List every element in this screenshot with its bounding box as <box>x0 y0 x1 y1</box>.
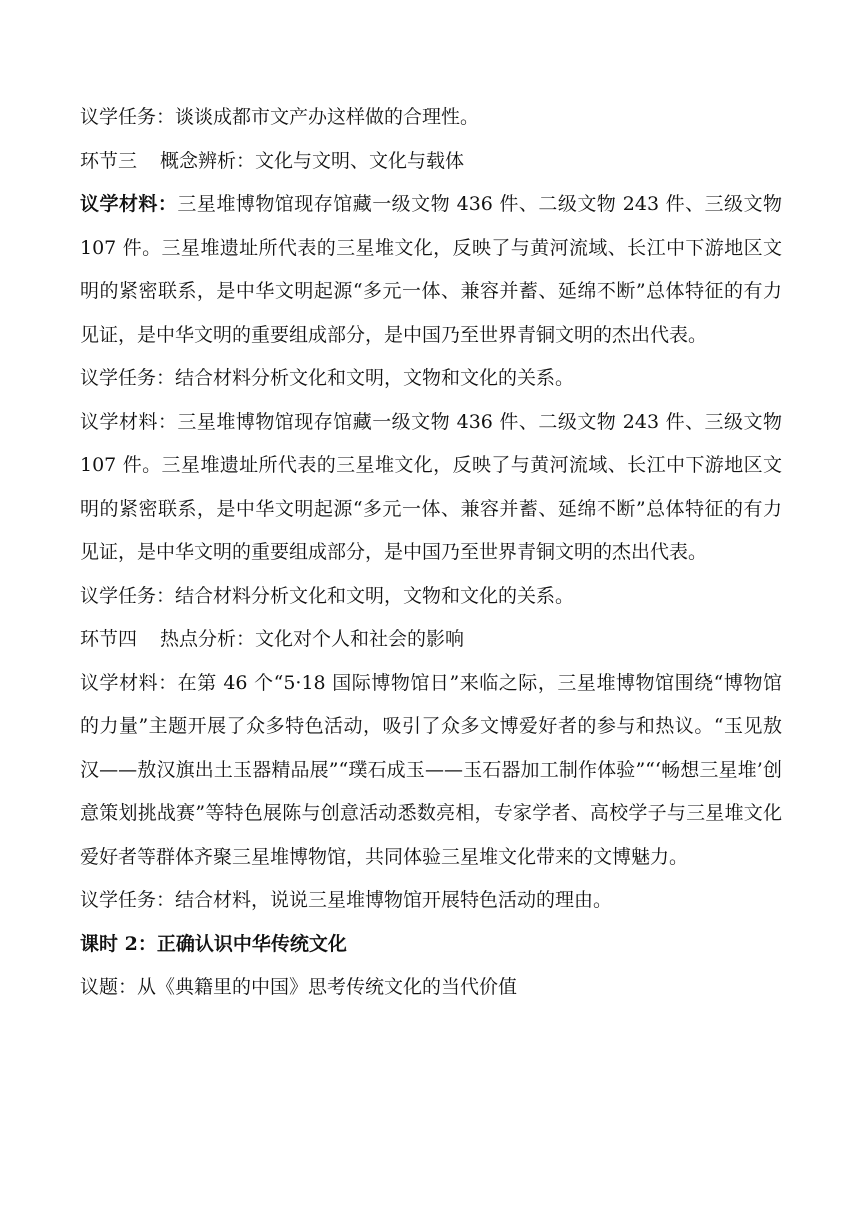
topic-paragraph: 议题：从《典籍里的中国》思考传统文化的当代价值 <box>80 976 518 998</box>
task-paragraph: 议学任务：结合材料，说说三星堆博物馆开展特色活动的理由。 <box>80 889 613 911</box>
task-paragraph: 议学任务：谈谈成都市文产办这样做的合理性。 <box>80 106 480 128</box>
section-label: 环节四 <box>80 628 138 650</box>
material-text: 三星堆博物馆现存馆藏一级文物 436 件、二级文物 243 件、三级文物 107 件。三星堆遗址所代表的三星堆文化，反映了与黄河流域、长江中下游地区文明的紧密联系，是中华文明起源“多元一体、兼容并蓄、延绵不断”总体特征的有力见证，是中华文明的重要组成部分，是中国乃至世界青铜文明的杰出代表。 <box>80 193 782 346</box>
material-paragraph <box>80 183 782 357</box>
section-title: 热点分析：文化对个人和社会的影响 <box>160 628 465 650</box>
material-label: 议学材料： <box>80 193 178 215</box>
lesson-title: 课时 2：正确认识中华传统文化 <box>80 932 347 955</box>
document-page <box>80 96 782 1010</box>
material-paragraph: 议学材料：三星堆博物馆现存馆藏一级文物 436 件、二级文物 243 件、三级文物 107 件。三星堆遗址所代表的三星堆文化，反映了与黄河流域、长江中下游地区文明的紧密联系，是中华文明起源“多元一体、兼容并蓄、延绵不断”总体特征的有力见证，是中华文明的重要组成部分，是中国乃至世界青铜文明的杰出代表。 <box>80 410 782 563</box>
section-title: 概念辨析：文化与文明、文化与载体 <box>160 149 465 172</box>
task-paragraph: 议学任务：结合材料分析文化和文明，文物和文化的关系。 <box>80 584 575 607</box>
section-label: 环节三 <box>80 149 138 172</box>
material-paragraph: 议学材料：在第 46 个“5·18 国际博物馆日”来临之际，三星堆博物馆围绕“博物馆的力量”主题开展了众多特色活动，吸引了众多文博爱好者的参与和热议。“玉见敖汉——敖汉旗出土玉器精品展”“璞石成玉——玉石器加工制作体验”“‘畅想三星堆’创意策划挑战赛”等特色展陈与创意活动悉数亮相，专家学者、高校学子与三星堆文化爱好者等群体齐聚三星堆博物馆，共同体验三星堆文化带来的文博魅力。 <box>80 671 782 868</box>
task-paragraph: 议学任务：结合材料分析文化和文明，文物和文化的关系。 <box>80 367 575 389</box>
section-heading-4 <box>80 618 782 662</box>
section-heading-3 <box>80 140 782 184</box>
